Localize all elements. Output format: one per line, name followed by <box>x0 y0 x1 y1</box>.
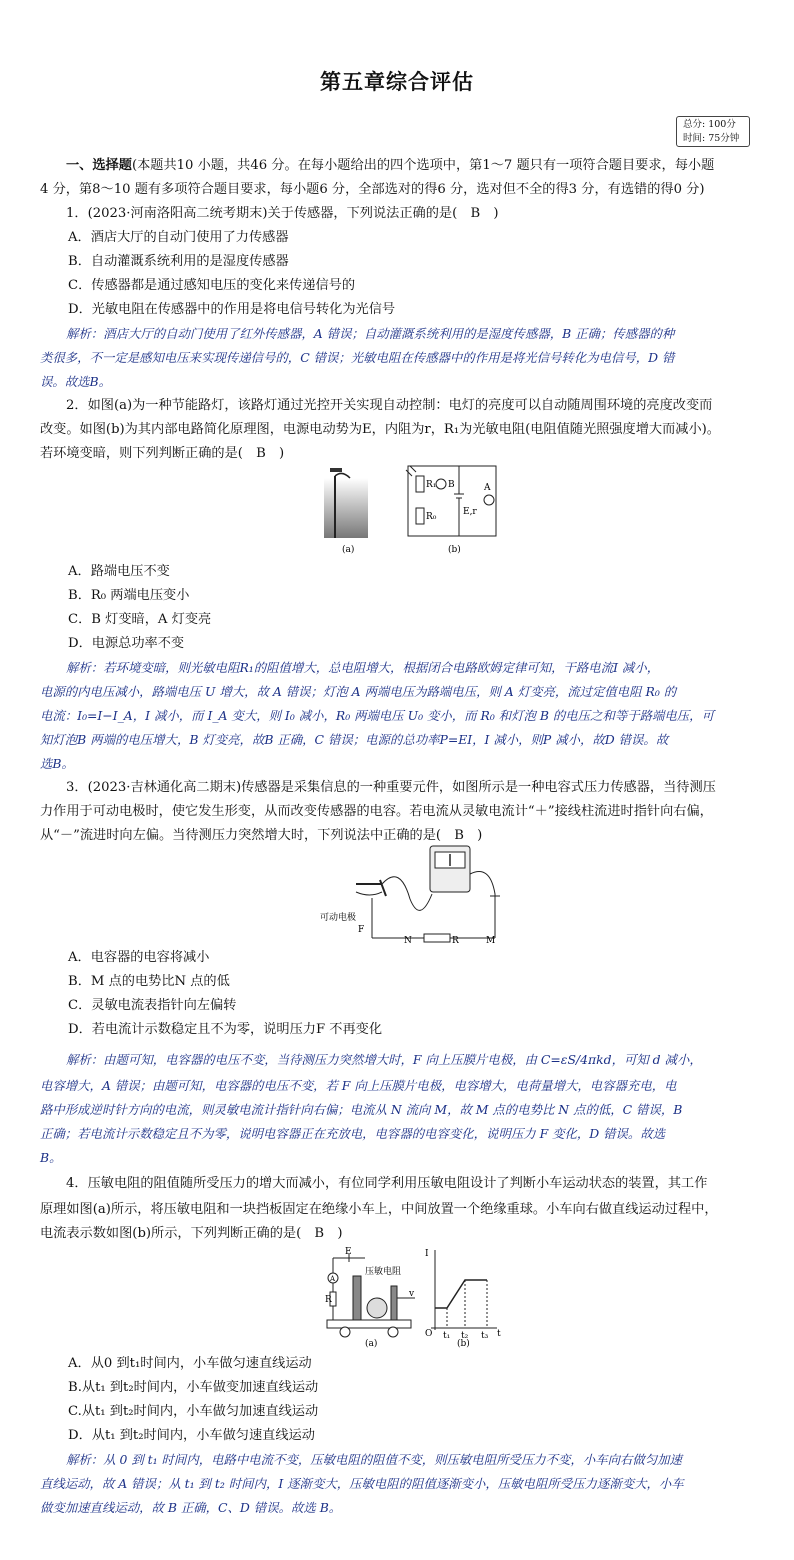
score-box <box>676 116 750 147</box>
q3-option-c: C．灵敏电流表指针向左偏转 <box>68 998 237 1013</box>
light-arrow <box>410 466 416 472</box>
q3-analysis-line: 路中形成逆时针方向的电流，则灵敏电流计指针向右偏；电流从 N 流向 M，故 M 点的电势比 N 点的低，C 错误，B <box>40 1102 683 1117</box>
current-curve <box>435 1280 487 1308</box>
q2-option-b: B．R₀ 两端电压变小 <box>68 588 190 603</box>
q2-stem-line: 若环境变暗，则下列判断正确的是( B ) <box>40 446 285 461</box>
q3-option-b: B．M 点的电势比N 点的低 <box>68 974 230 989</box>
q3-option-d: D．若电流计示数稳定且不为零，说明压力F 不再变化 <box>68 1022 383 1037</box>
sensor-label: 压敏电阻 <box>365 1267 402 1277</box>
wire <box>470 872 495 939</box>
cart-wheel <box>388 1327 398 1337</box>
q2-analysis-line: 解析：若环境变暗，则光敏电阻R₁的阻值增大，总电阻增大，根据闭合电路欧姆定律可知，干路电流I 减小， <box>66 660 660 675</box>
fig-a-label: (a) <box>365 1339 378 1349</box>
q1-analysis-line: 类很多，不一定是感知电压来实现传递信号的，C 错误；光敏电阻在传感器中的作用是将光信号转化为电信号，D 错 <box>40 350 675 365</box>
q2-analysis-line: 电流：I₀=I−I_A，I 减小，而 I_A 变大，则 I₀ 减小，R₀ 两端电压 U₀ 变小，而 R₀ 和灯泡 B 的电压之和等于路端电压，可 <box>40 708 714 723</box>
lamp-b <box>436 479 446 489</box>
q1-option-d: D．光敏电阻在传感器中的作用是将电信号转化为光信号 <box>68 302 396 317</box>
q3-analysis-line: B。 <box>40 1150 62 1165</box>
q2-stem-line: 改变。如图(b)为其内部电路简化原理图，电源电动势为E，内阻为r，R₁为光敏电阻(电阻值随光照强度增大而减小)。 <box>40 422 720 437</box>
r0-label: R₀ <box>426 512 437 522</box>
section-heading: 一、选择题 <box>66 158 132 173</box>
q1-option-a: A．酒店大厅的自动门使用了力传感器 <box>68 230 289 245</box>
solar-panel <box>330 468 342 472</box>
t2-label: t₂ <box>461 1331 469 1341</box>
q1-stem: 1．(2023·河南洛阳高二统考期末)关于传感器，下列说法正确的是( B ) <box>66 206 499 221</box>
f-label: F <box>358 925 365 935</box>
v-label: v <box>409 1289 415 1299</box>
plate-label: 可动电极 <box>320 913 357 923</box>
streetlamp-photo <box>324 478 368 538</box>
wire <box>382 877 432 911</box>
q4-analysis-line: 直线运动，故 A 错误；从 t₁ 到 t₂ 时间内，I 逐渐变大，压敏电阻的阻值逐渐变小，压敏电阻所受压力逐渐变大，小车 <box>40 1476 684 1491</box>
pressure-resistor <box>353 1276 361 1320</box>
r-label: R <box>325 1295 332 1305</box>
q3-stem-line: 力作用于可动电极时，使它发生形变，从而改变传感器的电容。若电流从灵敏电流计“＋”接线柱流进时指针向右偏， <box>40 804 713 819</box>
q1-option-b: B．自动灌溉系统利用的是湿度传感器 <box>68 254 289 269</box>
page-title: 第五章综合评估 <box>320 70 474 94</box>
q4-stem-line: 原理如图(a)所示，将压敏电阻和一块挡板固定在绝缘小车上，中间放置一个绝缘重球。小车向右做直线运动过程中， <box>40 1202 718 1217</box>
fig-b-label: (b) <box>448 545 461 555</box>
fig-b-label: (b) <box>457 1339 470 1349</box>
movable-electrode <box>356 892 382 895</box>
e-label: E <box>345 1247 352 1257</box>
q4-option-a: A．从0 到t₁时间内，小车做匀速直线运动 <box>68 1356 312 1371</box>
fig-a-label: (a) <box>342 545 355 555</box>
q4-analysis-line: 解析：从 0 到 t₁ 时间内，电路中电流不变，压敏电阻的阻值不变，则压敏电阻所受压力不变，小车向右做匀加速 <box>66 1452 682 1467</box>
m-label: M <box>486 936 496 944</box>
q1-analysis-line: 解析：酒店大厅的自动门使用了红外传感器，A 错误；自动灌溉系统利用的是湿度传感器，B 正确；传感器的种 <box>66 326 675 341</box>
ammeter-label: A <box>330 1275 336 1283</box>
q3-option-a: A．电容器的电容将减小 <box>68 950 210 965</box>
q2-option-a: A．路端电压不变 <box>68 564 170 579</box>
q4-figure <box>325 1246 505 1350</box>
t3-label: t₃ <box>481 1331 489 1341</box>
photoresistor-r1 <box>416 476 424 492</box>
heavy-ball <box>367 1298 387 1318</box>
light-arrow <box>406 470 412 476</box>
q2-option-c: C．B 灯变暗，A 灯变亮 <box>68 612 212 627</box>
q2-analysis-line: 电源的内电压减小，路端电压 U 增大，故 A 错误；灯泡 A 两端电压为路端电压，则 A 灯变亮，流过定值电阻 R₀ 的 <box>40 684 677 699</box>
q3-analysis-line: 解析：由题可知，电容器的电压不变，当待测压力突然增大时，F 向上压膜片电极，由 C=εS/4πkd，可知 d 减小， <box>66 1052 702 1067</box>
q2-option-d: D．电源总功率不变 <box>68 636 185 651</box>
resistor-r0 <box>416 508 424 524</box>
q3-analysis-line: 正确；若电流计示数稳定且不为零，说明电容器正在充放电，电容器的电容变化，说明压力 F 变化，D 错误。故选 <box>40 1126 666 1141</box>
baffle <box>391 1286 397 1320</box>
q3-stem-line: 从“－”流进时向左偏。当待测压力突然增大时，下列说法中正确的是( B ) <box>40 828 483 843</box>
t-axis-label: t <box>497 1329 501 1339</box>
q1-analysis-line: 误。故选B。 <box>40 374 112 389</box>
origin-label: O <box>425 1329 433 1339</box>
q3-analysis-line: 电容增大，A 错误；由题可知，电容器的电压不变，若 F 向上压膜片电极，电容增大，电荷量增大，电容器充电，电 <box>40 1078 677 1093</box>
q4-option-d: D．从t₁ 到t₂时间内，小车做匀速直线运动 <box>68 1428 315 1443</box>
resistor-r <box>424 934 450 942</box>
i-axis-label: I <box>425 1249 429 1259</box>
q4-option-b: B.从t₁ 到t₂时间内，小车做变加速直线运动 <box>68 1380 319 1395</box>
lamp-arm <box>335 473 350 478</box>
q2-analysis-line: 选B。 <box>40 756 74 771</box>
q2-stem-line: 2．如图(a)为一种节能路灯，该路灯通过光控开关实现自动控制：电灯的亮度可以自动随周围环境的亮度改变而 <box>66 398 713 413</box>
q3-stem-line: 3．(2023·吉林通化高二期末)传感器是采集信息的一种重要元件，如图所示是一种电容式压力传感器，当待测压 <box>66 780 716 795</box>
q2-figure <box>320 462 500 558</box>
time-limit: 时间: 75分钟 <box>683 133 740 144</box>
t1-label: t₁ <box>443 1331 451 1341</box>
q4-stem-line: 电流表示数如图(b)所示，下列判断正确的是( B ) <box>40 1226 343 1241</box>
cart-body <box>327 1320 411 1328</box>
cart-wheel <box>340 1327 350 1337</box>
lamp-pole <box>334 476 336 538</box>
q4-option-c: C.从t₁ 到t₂时间内，小车做匀加速直线运动 <box>68 1404 319 1419</box>
n-label: N <box>404 936 412 944</box>
r-label: R <box>452 936 459 944</box>
lamp-b-label: B <box>448 480 455 490</box>
total-score: 总分: 100分 <box>683 119 736 130</box>
source-label: E,r <box>463 507 477 517</box>
section-text-line2: 4 分，第8～10 题有多项符合题目要求，每小题6 分，全部选对的得6 分，选对但不全的得3 分，有选错的得0 分) <box>40 182 705 197</box>
q4-analysis-line: 做变加速直线运动，故 B 正确，C、D 错误。故选 B。 <box>40 1500 342 1515</box>
r1-label: R₁ <box>426 480 437 490</box>
q3-figure <box>320 844 500 944</box>
q4-stem-line: 4．压敏电阻的阻值随所受压力的增大而减小，有位同学利用压敏电阻设计了判断小车运动状态的装置，其工作 <box>66 1176 708 1191</box>
lamp-a <box>484 495 494 505</box>
lamp-a-label: A <box>484 483 491 493</box>
section-text: (本题共10 小题，共46 分。在每小题给出的四个选项中，第1～7 题只有一项符合题目要求，每小题 <box>131 158 715 173</box>
q1-option-c: C．传感器都是通过感知电压的变化来传递信号的 <box>68 278 356 293</box>
q2-analysis-line: 知灯泡B 两端的电压增大，B 灯变亮，故B 正确，C 错误；电源的总功率P=EI，I 减小，则P 减小，故D 错误。故 <box>40 732 669 747</box>
section-intro <box>40 154 754 179</box>
